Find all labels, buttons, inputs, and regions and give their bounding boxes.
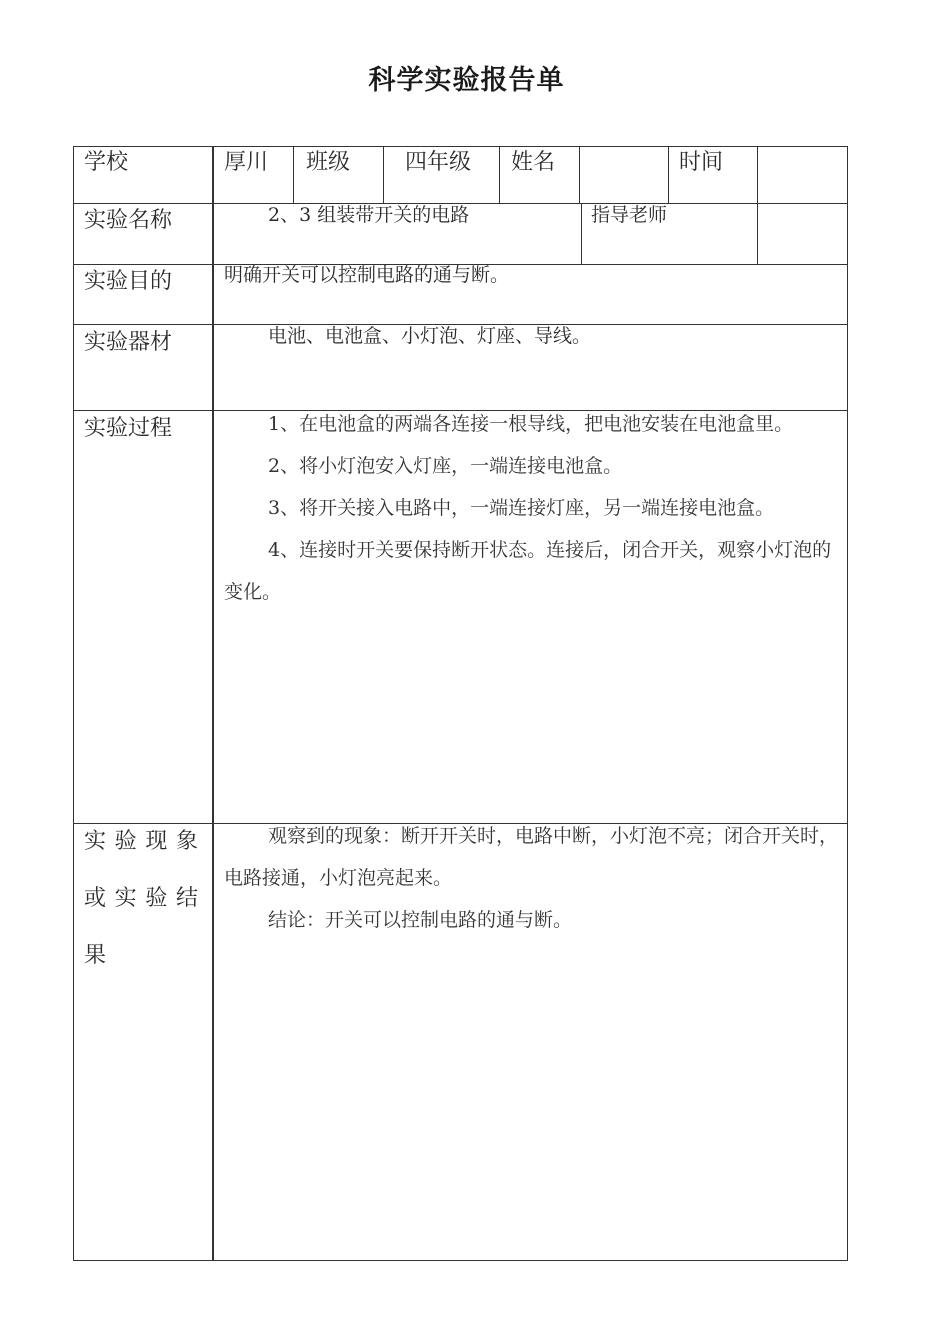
process-step: 1、在电池盒的两端各连接一根导线，把电池安装在电池盒里。	[268, 413, 794, 435]
column-divider	[757, 146, 758, 203]
class-label: 班级	[306, 150, 351, 175]
school-label: 学校	[84, 150, 129, 175]
result-observation: 观察到的现象：断开开关时，电路中断，小灯泡不亮；闭合开关时，电路接通，小灯泡亮起来。	[224, 825, 839, 889]
purpose-value: 明确开关可以控制电路的通与断。	[224, 264, 510, 286]
process-label: 实验过程	[84, 416, 173, 441]
column-divider	[581, 203, 582, 264]
page-title: 科学实验报告单	[368, 65, 565, 96]
purpose-label: 实验目的	[84, 269, 173, 294]
column-divider	[668, 146, 669, 203]
column-divider	[579, 146, 580, 203]
teacher-label: 指导老师	[591, 204, 668, 226]
result-label-line: 果	[84, 943, 113, 968]
process-step: 2、将小灯泡安入灯座，一端连接电池盒。	[268, 455, 623, 477]
experiment-name-label: 实验名称	[84, 208, 173, 233]
process-step: 4、连接时开关要保持断开状态。连接后，闭合开关，观察小灯泡的变化。	[224, 539, 832, 603]
materials-label: 实验器材	[84, 330, 173, 355]
process-steps	[224, 403, 840, 613]
materials-value: 电池、电池盒、小灯泡、灯座、导线。	[268, 325, 592, 347]
experiment-name-value: 2、3 组装带开关的电路	[268, 204, 470, 226]
column-divider	[757, 203, 758, 264]
column-divider	[499, 146, 500, 203]
report-table	[73, 146, 848, 1261]
result-label-line: 或实验结	[84, 886, 204, 911]
class-value: 四年级	[405, 150, 472, 175]
name-label: 姓名	[511, 150, 556, 175]
school-value: 厚川	[224, 150, 269, 175]
result-label-line: 实验现象	[84, 829, 204, 854]
column-divider	[212, 146, 214, 1261]
result-label	[84, 813, 204, 984]
column-divider	[293, 146, 294, 203]
time-label: 时间	[679, 150, 724, 175]
result-conclusion: 结论：开关可以控制电路的通与断。	[268, 909, 573, 931]
process-step: 3、将开关接入电路中，一端连接灯座，另一端连接电池盒。	[268, 497, 775, 519]
result-content	[224, 815, 840, 941]
column-divider	[383, 146, 384, 203]
